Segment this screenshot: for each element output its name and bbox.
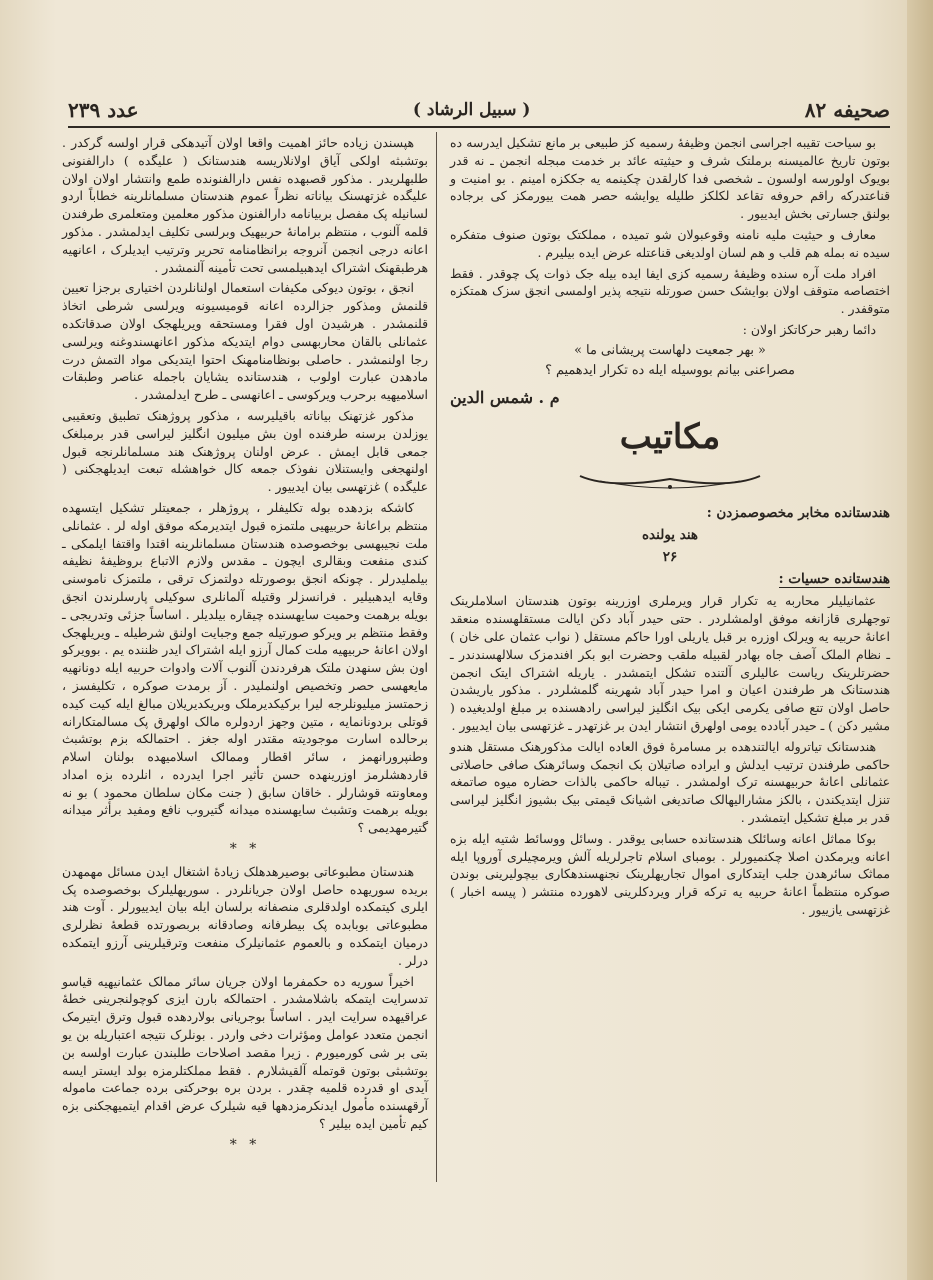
dispatch-heading: هندستانده مخابر مخصوصمزدن : — [706, 505, 890, 522]
paragraph: هپسندن زیاده حائز اهمیت واقعا اولان آتیدهکی قرار اولسه گرکدر . بوتشبثه اولکی آیاق اولانلاریسه هندستانک ( علیگده ) دارالفنونی طلبهلریدر . مذکور قصبهده نفس دارالفنونده طمع وانتشار اولان اولان علیگده غزتهسنک بیاناته نظراً عموم هندستان مسلمانلرینه خطاباً اردو لسانیله پک مفصل بربیانامه دارالفنون مذکور معلمین ومتعلمری طرفندن قلمه آلنوب ، منتظم برامانهٔ حربیهیک وبرلسی تکلیف ایدلمشدر . مذکور اعانه درجی انجمن آنروجه برانظامنامه تحریر وترتیب ایدیلرک ، اعانهیه هرطبقهنک اشتراک ایدهبیلمسی تحت تأمینه آلنمشدر . — [62, 135, 428, 275]
paragraph: بو سیاحت تقیبه اجراسی انجمن وظیفهٔ رسمیه کز طبیعی بر مانع تشکیل ایدرسه ده بوتون تاریخ عالمیسنه برملتک شرف و حیثیته عائد بر خدمت مبجله انجمن ـ نه قدر بویوک اولورسه اولسون ـ شخصی فدا کارلقدن چکینمه یه جککزه امینم . بو امنیت و قناعتدرکه راقم حروفه تقاعد لکلکز طلیله یوایشه حصر همت ییورمکز کی برجاده بولنق جسارتی بخش ایدییور . — [450, 135, 890, 222]
paragraph: بوکا مماثل اعانه وسائلک هندستانده حسابی یوقدر . وسائل ووسائط شتیه ایله بزه اعانه ویرمکدن اصلا چکنمیورلر . بومبای اسلام تاجرلریله آلش ویرمچیلری آوروپا ایله مماثک سائرهدن جلب ایتدکاری اموال تجاریهلرینک نجنهسندهکاری بیچولیرینی بوندن صوکره منتظماً اعانهٔ حربیه یه ترکه قرار ویردکلرینی لاهورده منتشر ( پیسه اخبار ) غزتهسی یازییور . — [450, 830, 890, 917]
section-separator: * * — [229, 841, 261, 858]
end-separator: * * — [229, 1136, 261, 1153]
section-ornament — [570, 417, 770, 491]
paragraph: هندستانک تیاتروله ایالتندهده بر مسامرهٔ فوق العاده ایالت مذکورهنک مستقل هندو حاکمی طرفندن ترتیب ایدلش و ایراده صاتیلان بک انجمک وسائرهنک صافی حاصلاتی عثمانلی اعانهٔ حربیهسنه ترک اولمشدر . تیباله حاکمی بالذات حضاره میوه صاتمغه تنزل ایتدیکندن ، بالکز مشارالیهالک صاتدیغی اشیانک قیمتی بیک بشیوز انگلیز لیراسی قدر بر مبلغ تشکیل ایتمشدر . — [450, 738, 890, 825]
left-column — [62, 134, 428, 1159]
page-number: صحیفه ۸۲ — [804, 98, 890, 122]
paragraph: هندستان مطبوعاتی بوصیرهدهلک زیادهٔ اشتغال ایدن مسائل مهمهدن بریده سوریهده حاصل اولان جریانلردر . سوریهلیلرک بوخصوصده پک ایلری کیتمکده اولدقلری منصفانه برلسان ایله بیان ایدییورلر . آوت هند مطبوعاتی بوبابده پک بیطرفانه وصادقانه بربصورتده قطعهٔ نظرلری درمیان ایتمکده و بالعموم عثمانیلرک منفعت وترقیلرینی آرزو ایتمکده درلر . — [62, 863, 428, 968]
journal-title: ( سبیل الرشاد ) — [412, 100, 531, 120]
paragraph: معارف و حیثیت ملیه نامنه وقوعبولان شو تمیده ، مملکتک بوتون صنوف متفکره سیده نه بمله هم قلب و هم لسان اولدیغی قناعتله عرض ایده بیلیرم . — [450, 226, 890, 260]
issue-number: عدد ۲۳۹ — [68, 98, 139, 122]
paragraph: عثمانیلیلر محاربه یه تکرار قرار ویرملری اوزرینه بوتون هندستان اسلاملرینک توجهلری قازانغه موفق اولمشلردر . حتی حیدر آباد دکن ایالت مستقلهسنده منعقد اعانهٔ حربیه یه ویرلک اوزره بر قبل یاریلی اورا حاکم مستقل ( نواب عثمان علی خان ) ـ نظام الملک آصف جاه بهادر لقبیله ملقب وحضرت ابو بکر افندمزک سلالهسندندر ـ حضرتلرینک ریاست عالیلری آلتنده تشکل ایتمشدر . یاریله اشتراک ایتک انجمن هندستانک هر طرفندن اعیان و امرا حیدر آباد شهرینه گلمشلردر . مذکور یاریشدن حاصل اولان تتع صافی یکرمی ایکی بیک انگلیز لیراسی رادهسنده بر مبلغ اولدیغیده ( مشیر دکن ) ـ حیدر آبادده یومی اولهرق انتشار ایدن بر غزتهدر ـ غزتهسی بیان ایدییور . — [450, 593, 890, 733]
verse-line: مصراعنی بیانم بووسیله ایله ده تکرار ایدهمیم ؟ — [545, 362, 795, 378]
subsection-heading — [450, 571, 890, 589]
paragraph: انجق ، بوتون دیوکی مکیفات استعمال اولنانلردن اختیاری برجزا تعیین قلنمش ومذکور جزالرده اعانه قومیسیونه ویرلسی شرطی اتخاذ قلنمشدر . هرشیدن اول فقرا ومستحقه ویریلهجک اولان صدقاتکده عثمانلی بالقان محاربهسی دوام ایتدیکه مذکور اعانهسندوغنه ویرلسی رجا اولنمشدر . حاصلی بونظامنامهنک احتوا ایتدیکی مواد التمش درت مادهدن عبارت اولوب ، هندستانده یشایان باجمله عناصر وطبقات اسلامیهیه برحرب ویرکوسی ـ اعانهسی ـ طرح ایدلمشدر . — [62, 280, 428, 403]
author-signature: م . شمس الدین — [450, 388, 560, 408]
binding-edge — [907, 0, 933, 1280]
column-divider — [436, 132, 437, 1182]
page-header — [68, 96, 890, 124]
paragraph: دائما رهبر حرکاتکز اولان : — [742, 321, 876, 337]
header-rule — [68, 126, 890, 128]
section-title: مکاتیب — [619, 417, 721, 458]
subsection-heading-text: هندستانده حسیات : — [778, 570, 890, 587]
paragraph: مذکور غزتهنک بیاناته باقیلیرسه ، مذکور پروژهنک تطبیق وتعقیبی یوزلدن برسنه طرفنده اون بش میلیون انگلیز لیراسی قدر برمبلغک جمعی قابل ایمش . عرض اولنان پروژهنک هند مسلمانلرنجه قبول اولنهجغی وایستنلان نفوذک جمعه کال خواهشله تبعت ایدیلهجکنی ( علیگده ) غزتهسی بیان ایدییور . — [62, 407, 428, 495]
right-column — [450, 134, 890, 922]
dispatch-number: ۲۶ — [662, 548, 678, 565]
paragraph: کاشکه بزدهده بوله تکلیفلر ، پروژهلر ، جمعیتلر تشکیل ایتسهده منتظم براعانهٔ حربیهیی ملتمزه قبول ایتدیرمکه موفق اوله لر . عثمانلی ملت نجیبهسی بوخصوصده هندستان مسلمانلرینه اقتدا واقتفا ایلمکی ـ کندی منفعت وبقالری ایچون ـ مقدس ولازم الاتباع بروظیفهٔ نظیفه بیلملیدرلر . چونکه انجق بوصورتله دولتمزک ترقی ، ملتمزک ناموسنی وقایه ایدهبیلیر . فرانسزلر وقتیله آلمانلری سوکیلی پارسلرندن انجق بویله برهمت وحمیت سایهسنده چیقاره بیلدیلر . اساساً جزئی وتدریجی ـ وفقط منتظم بر ویرکو صورتیله جمع وجبایت اولنق شرطیله ـ ویریلهجک اولان اعانهٔ حربیهیه ملت کمال آرزو ایله اشتراک ایدر ظننده یم . بوویرکو اون بش سنهدن ملتک هرفردندن آلنوب آلات وادوات حربیه ایله دونانهیه مایعهسی حصر وتخصیص اولنملیدر . آز برمدت صوکره ، تکلیفسز ، زحمتسز میلیونلرجه لیرا برکیکدیرملک وبریکدیریلان مبالغ ایله کیت کیده قوتلی بردونانمایه ، متین وجهز اردولره مالک اولهرق پک مسالمتکارانه برحالده اسارت موجودیته مقتدر اوله جغز . احتمالکه بزم بوتشبث وطنپرورانهمز ، سائر اقطار وممالک اسلامیهده بولنان اسلام قاردهشلرمز اوزرینهده حسن تأثیر اجرا ایدرده ، انلرده بزه امداد ومعاونته قوشارلر . خاقان سابق ( جنت مکان سلطان محمود ) بو نه بویله برهمت وتشبث سایهسنده میدانه گتیروب نافع ومفید برأثر میدانه گتیرمهدیمی ؟ — [62, 499, 428, 836]
paragraph: اخیراً سوریه ده حکمفرما اولان جریان سائر ممالک عثمانیهیه قیاسو تدسرایت ایتمکه باشلامشدر . احتمالکه بارن ایزی کوچولنجرینی خطهٔ عراقیهده سرایت ایدر . اساساً بوجریانی بولاردهده قبول وترق ایتیرمک انجمن متعدد عوامل ومؤثرات دخی واردر . بونلرک نتیجه اعتباریله بن یو بتی بر شی کورمیورم . زیرا مقصد اصلاحات طلبندن عبارت اولسه بن بوتشبثی بوتون قوتمله آلقیشلارم . فقط مملکتلرمزه بولد ایستر ایسه آیدی او قدرده قلمیه چقدر . بردن بره بوحرکتی برده جماعت ماموله آرقهسنده مأمول ایدنکرمزدهها قیه شیلرک عرض اقدام ایتمیهجکنی بزه کیم تأمین ایده بیلیر ؟ — [62, 973, 428, 1132]
verse-line: « بهر جمعیت دلهاست پریشانی ما » — [574, 342, 766, 358]
dispatch-location: هند یولنده — [641, 526, 699, 543]
paragraph: افراد ملت آره سنده وظیفهٔ رسمیه کزی ایفا ایده بیله جک ذوات پک چوقدر . فقط اختصاصه متوقف اولان بوایشک حسن صورتله نتیجه پذیر اولمسی انجق سزک همتکزه متوقفدر . — [450, 265, 890, 317]
